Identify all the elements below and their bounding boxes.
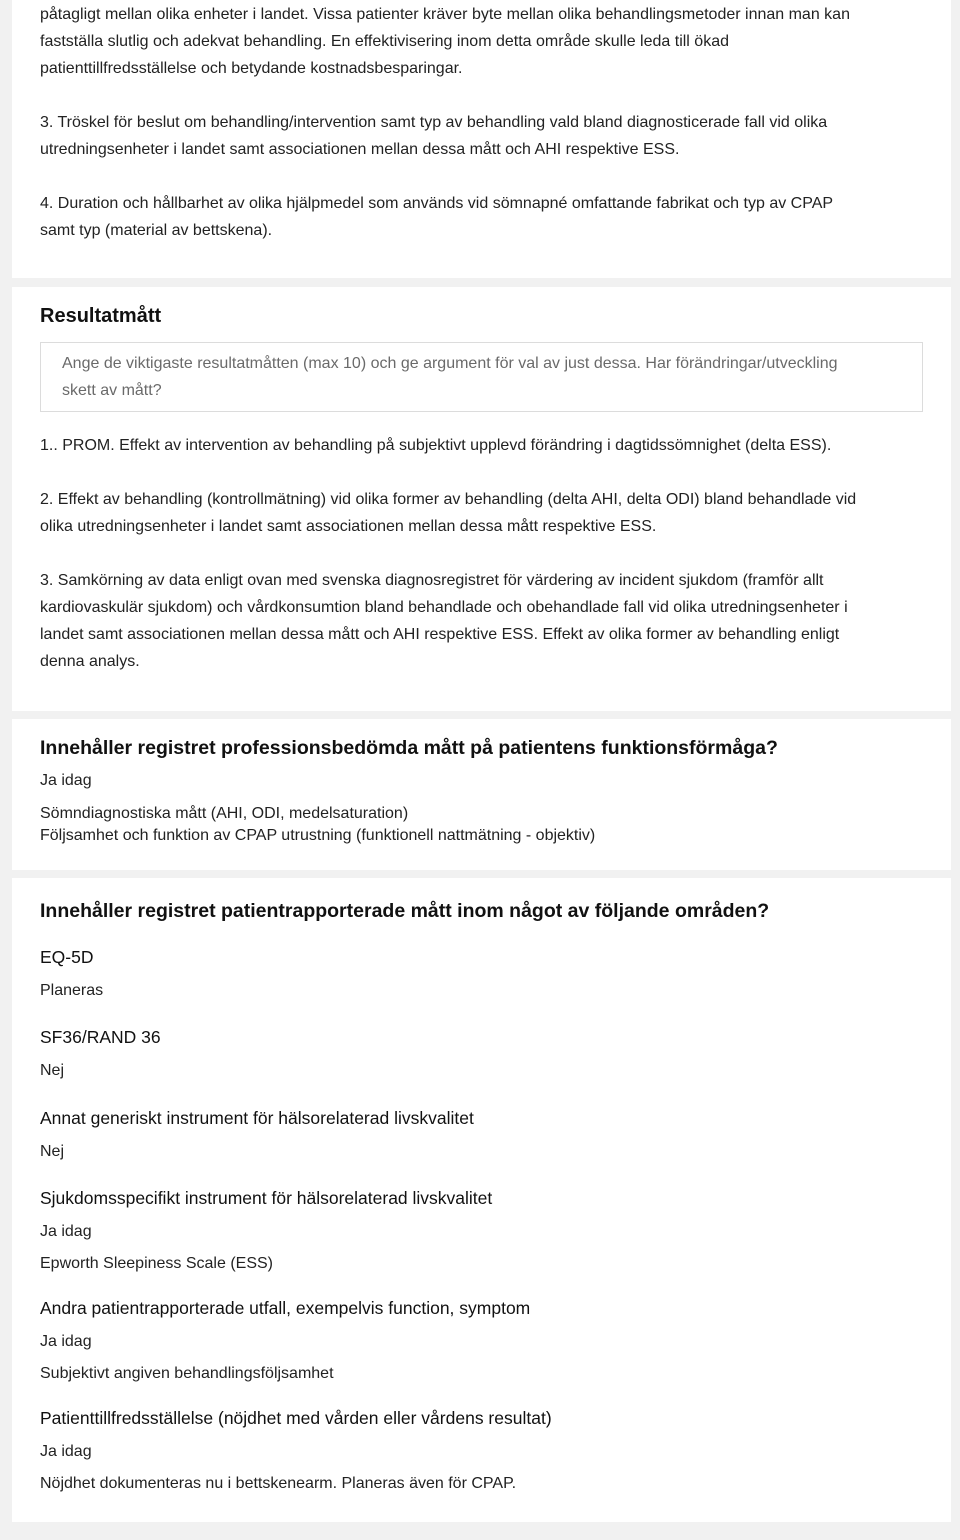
result-item-3	[40, 567, 923, 675]
area-answer: Planeras	[40, 982, 104, 999]
area-title-generic: Annat generiskt instrument för hälsorelaterad livskvalitet	[40, 1108, 474, 1128]
area-answer: Nej	[40, 1143, 65, 1160]
text-line: kardiovaskulär sjukdom) och vårdkonsumtion bland behandlade och obehandlade fall vid olika utredningsenheter i	[40, 599, 848, 616]
hint-line: Ange de viktigaste resultatmåtten (max 10) och ge argument för val av just dessa. Har förändringar/utveckling	[62, 355, 838, 372]
numbered-point-4	[40, 190, 923, 244]
text-line: 1.. PROM. Effekt av intervention av behandling på subjektivt upplevd förändring i dagtidssömnighet (delta ESS).	[40, 437, 832, 454]
hint-line: skett av mått?	[62, 382, 162, 399]
area-title-disease-specific: Sjukdomsspecifikt instrument för hälsorelaterad livskvalitet	[40, 1188, 493, 1208]
text-line: samt typ (material av bettskena).	[40, 222, 273, 239]
text-line: 3. Tröskel för beslut om behandling/intervention samt typ av behandling vald bland diagnosticerade fall vid olika	[40, 114, 828, 131]
text-line: 2. Effekt av behandling (kontrollmätning) vid olika former av behandling (delta AHI, delta ODI) bland behandlade vid	[40, 491, 857, 508]
area-answer: Ja idag	[40, 1443, 92, 1460]
question-heading: Innehåller registret patientrapporterade mått inom något av följande områden?	[40, 900, 770, 922]
answer-value: Ja idag	[40, 772, 92, 789]
text-line: 4. Duration och hållbarhet av olika hjälpmedel som används vid sömnapné omfattande fabrikat och typ av CPAP	[40, 195, 834, 212]
question-heading: Innehåller registret professionsbedömda mått på patientens funktionsförmåga?	[40, 737, 778, 759]
hint-box	[40, 342, 923, 412]
section-card-patientrapporterade	[12, 878, 951, 1522]
result-item-2	[40, 486, 923, 540]
result-item-1	[40, 432, 923, 459]
text-line: landet samt associationen mellan dessa mått och AHI respektive ESS. Effekt av olika former av behandling enligt	[40, 626, 840, 643]
numbered-point-3	[40, 109, 923, 163]
intro-paragraph	[40, 1, 923, 82]
area-detail: Nöjdhet dokumenteras nu i bettskenearm. Planeras även för CPAP.	[40, 1475, 517, 1492]
text-line: 3. Samkörning av data enligt ovan med svenska diagnosregistret för värdering av incident sjukdom (framför allt	[40, 572, 824, 589]
text-line: påtagligt mellan olika enheter i landet. Vissa patienter kräver byte mellan olika behandlingsmetoder innan man kan	[40, 6, 850, 23]
text-line: patienttillfredsställelse och betydande kostnadsbesparingar.	[40, 60, 463, 77]
section-card-resultatmatt	[12, 287, 951, 711]
area-title-sf36: SF36/RAND 36	[40, 1027, 161, 1047]
area-title-other-outcomes: Andra patientrapporterade utfall, exempelvis function, symptom	[40, 1298, 531, 1318]
section-card-funktionsformaga	[12, 719, 951, 870]
area-title-satisfaction: Patienttillfredsställelse (nöjdhet med vården eller vårdens resultat)	[40, 1408, 552, 1428]
text-line: denna analys.	[40, 653, 140, 670]
section-card-continuation	[12, 0, 951, 278]
text-line: fastställa slutlig och adekvat behandling. En effektivisering inom detta område skulle leda till ökad	[40, 33, 729, 50]
section-heading: Resultatmått	[40, 305, 162, 327]
area-answer: Nej	[40, 1062, 65, 1079]
area-title-eq5d: EQ-5D	[40, 947, 94, 967]
area-answer: Ja idag	[40, 1333, 92, 1350]
detail-line: Följsamhet och funktion av CPAP utrustning (funktionell nattmätning - objektiv)	[40, 827, 596, 844]
text-line: utredningsenheter i landet samt associationen mellan dessa mått och AHI respektive ESS.	[40, 141, 680, 158]
area-detail: Subjektivt angiven behandlingsföljsamhet	[40, 1365, 334, 1382]
area-answer: Ja idag	[40, 1223, 92, 1240]
area-detail: Epworth Sleepiness Scale (ESS)	[40, 1255, 273, 1272]
detail-line: Sömndiagnostiska mått (AHI, ODI, medelsaturation)	[40, 805, 409, 822]
text-line: olika utredningsenheter i landet samt associationen mellan dessa mått respektive ESS.	[40, 518, 657, 535]
